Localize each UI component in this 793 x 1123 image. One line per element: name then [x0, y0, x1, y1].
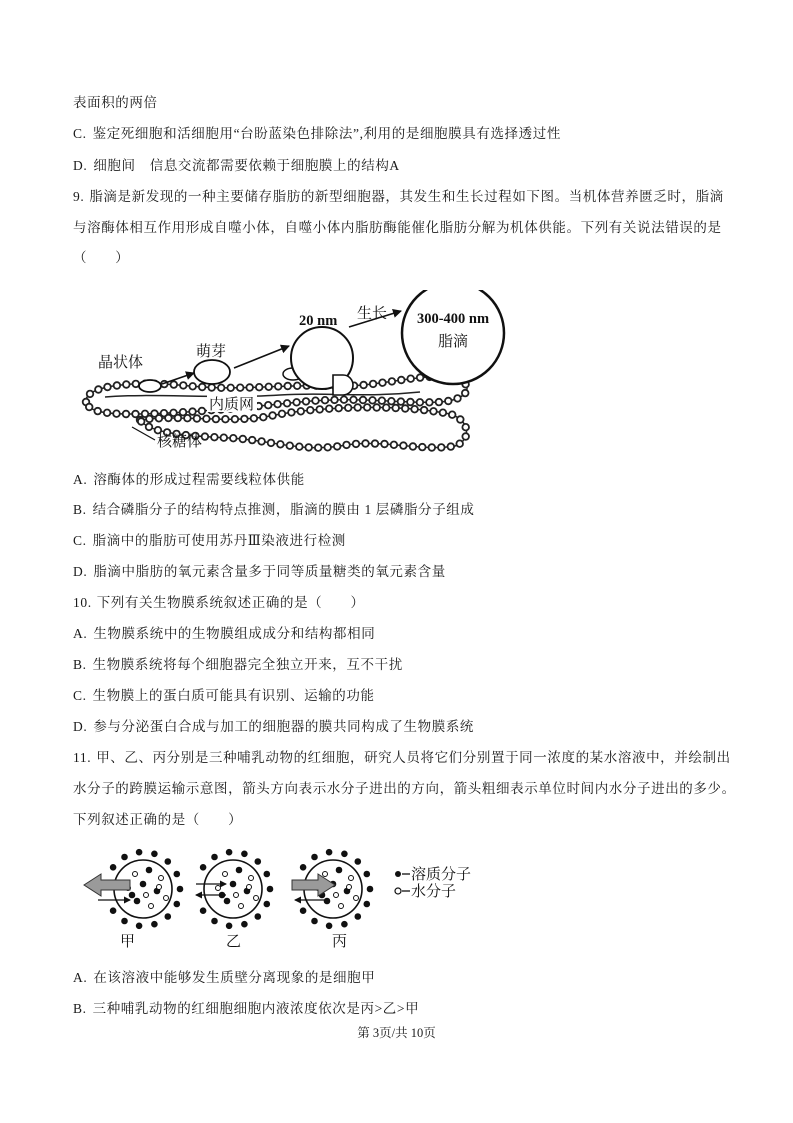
ribosome-bead [445, 398, 452, 405]
label-crystal: 晶状体 [98, 355, 144, 371]
label-bud: 萌芽 [196, 344, 227, 360]
ribosome-bead [360, 382, 367, 389]
ribosome-bead [265, 402, 272, 409]
q8-option-d [73, 157, 400, 175]
option-text: 脂滴中脂肪的氧元素含量多于同等质量糖类的氧元素含量 [93, 564, 446, 579]
water-molecule-dot [149, 904, 154, 909]
water-molecule-dot [354, 896, 359, 901]
option-text: 在该溶液中能够发生质壁分离现象的是细胞甲 [93, 970, 376, 985]
option-text: 生物膜系统中的生物膜组成成分和结构都相同 [93, 626, 376, 641]
water-molecule-dot [234, 893, 239, 898]
ribosome-bead [373, 404, 380, 411]
ribosome-bead [398, 398, 405, 405]
solute-molecule-dot [312, 854, 318, 860]
cell-label-yi: 乙 [226, 934, 242, 950]
ribosome-bead [312, 397, 319, 404]
ribosome-bead [456, 440, 463, 447]
water-molecule-dot [157, 885, 162, 890]
ribosome-bead [138, 418, 145, 425]
cell-bing-thick-arrow-in [292, 874, 335, 896]
ribosome-bead [345, 405, 352, 412]
ribosome-bead [218, 385, 225, 392]
ribosome-bead [237, 384, 244, 391]
solute-molecule-dot [355, 914, 361, 920]
option-label: D. [73, 564, 88, 579]
option-label: B. [73, 1001, 87, 1016]
solute-molecule-dot [226, 849, 232, 855]
ribosome-bead [232, 416, 239, 423]
ribosome-bead [175, 415, 182, 422]
question-number: 10. [73, 595, 92, 610]
q8-carryover-text: 表面积的两倍 [73, 95, 158, 110]
solute-molecule-dot [342, 921, 348, 927]
ribosome-bead [249, 437, 256, 444]
ribosome-bead [87, 391, 94, 398]
stem-text: 下列有关生物膜系统叙述正确的是（ ） [96, 595, 365, 610]
solute-molecule-dot [336, 867, 342, 873]
ribosome-bead [391, 442, 398, 449]
ribosome-bead [114, 382, 121, 389]
ribosome-bead [462, 390, 469, 397]
solute-molecule-dot [200, 865, 206, 871]
stem-text: 甲、乙、丙分别是三种哺乳动物的红细胞，研究人员将它们分别置于同一浓度的某水溶液中，并绘制出 [96, 750, 731, 765]
ribosome-bead [315, 444, 322, 451]
ribosome-bead [454, 395, 461, 402]
ribosome-bead [438, 444, 445, 451]
ribosome-bead [364, 404, 371, 411]
ribosome-bead [95, 386, 102, 393]
solute-molecule-dot [177, 886, 183, 892]
ribosome-bead [123, 411, 130, 418]
ribosome-bead [246, 384, 253, 391]
ribosome-bead [335, 405, 342, 412]
ribosome-bead [132, 411, 139, 418]
solute-molecule-dot [122, 854, 128, 860]
option-text: 结合磷脂分子的结构特点推测，脂滴的膜由 1 层磷脂分子组成 [92, 502, 475, 517]
solute-molecule-dot [324, 898, 330, 904]
ribosome-bead [165, 415, 172, 422]
ribosome-bead [331, 397, 338, 404]
solute-molecule-dot [326, 923, 332, 929]
ribosome-bead [462, 433, 469, 440]
ribosome-bead [354, 404, 361, 411]
solute-molecule-dot [312, 918, 318, 924]
solute-molecule-dot [267, 886, 273, 892]
solute-molecule-dot [165, 859, 171, 865]
option-text: 脂滴中的脂肪可使用苏丹Ⅲ染液进行检测 [92, 533, 346, 548]
ribosome-bead [426, 399, 433, 406]
ribosome-bead [269, 412, 276, 419]
ribosome-bead [305, 444, 312, 451]
ribosome-bead [398, 377, 405, 384]
ribosome-bead [407, 375, 414, 382]
ribosome-bead [194, 415, 201, 422]
water-molecule-dot [133, 872, 138, 877]
solute-molecule-dot [236, 867, 242, 873]
ribosome-bead [279, 411, 286, 418]
water-molecule-dot [347, 885, 352, 890]
ribosome-bead [284, 400, 291, 407]
ribosome-bead [303, 398, 310, 405]
q9-option-a [73, 471, 305, 489]
cell-yi-membrane [204, 860, 262, 918]
water-molecule-dot [216, 886, 221, 891]
legend-solute-dot [395, 871, 401, 877]
solute-molecule-dot [174, 871, 180, 877]
option-text: 生物膜上的蛋白质可能具有识别、运输的功能 [92, 688, 375, 703]
ribosome-bead [449, 411, 456, 418]
label-size-small: 20 nm [299, 313, 338, 329]
legend-solute-label: 溶质分子 [411, 867, 472, 883]
option-label: C. [73, 126, 87, 141]
option-label: B. [73, 502, 87, 517]
q9-option-b [73, 501, 475, 519]
option-label: A. [73, 472, 88, 487]
label-size-large: 300-400 nm [416, 311, 490, 327]
ribosome-bead [322, 397, 329, 404]
ribosome-bead [189, 383, 196, 390]
water-molecule-dot [247, 885, 252, 890]
option-text: 溶酶体的形成过程需要线粒体供能 [93, 472, 305, 487]
legend-water-label: 水分子 [411, 884, 457, 900]
solute-molecule-dot [152, 851, 158, 857]
ribosome-bead [362, 440, 369, 447]
ribosome-bead [123, 381, 130, 388]
solute-molecule-dot [226, 923, 232, 929]
solute-molecule-dot [224, 898, 230, 904]
solute-molecule-dot [300, 865, 306, 871]
q11-stem-line-2: 水分子的跨膜运输示意图，箭头方向表示水分子进出的方向，箭头粗细表示单位时间内水分子进出的多少。 [73, 781, 736, 796]
ribosome-bead [400, 442, 407, 449]
ribosome-bead [199, 384, 206, 391]
ribosome-bead [407, 399, 414, 406]
ribosome-bead [462, 424, 469, 431]
water-molecule-dot [334, 893, 339, 898]
ribosome-bead [189, 408, 196, 415]
ribosome-bead [293, 399, 300, 406]
water-molecule-dot [254, 896, 259, 901]
solute-molecule-dot [136, 923, 142, 929]
ribosome-bead [180, 409, 187, 416]
ribosome-bead [448, 443, 455, 450]
ribosome-bead [421, 407, 428, 414]
page-footer: 第 3页/共 10页 [357, 1026, 436, 1040]
d-shaped-structure [333, 375, 353, 395]
ribosome-bead [429, 444, 436, 451]
solute-molecule-dot [364, 871, 370, 877]
arrow-bud-to-droplet [234, 346, 289, 368]
q8-option-c [73, 125, 561, 143]
solute-molecule-dot [140, 881, 146, 887]
ribosome-bead [221, 434, 228, 441]
solute-molecule-dot [146, 867, 152, 873]
water-molecule-dot [223, 872, 228, 877]
question-number: 11. [73, 750, 92, 765]
solute-molecule-dot [152, 921, 158, 927]
stem-text: 脂滴是新发现的一种主要储存脂肪的新型细胞器，其发生和生长过程如下图。当机体营养匮乏时，脂滴 [89, 189, 724, 204]
ribosome-bead [379, 379, 386, 386]
ribosome-bead [287, 442, 294, 449]
q10-option-d [73, 718, 474, 736]
ribosome-bead [86, 404, 93, 411]
solute-molecule-dot [122, 918, 128, 924]
ribosome-bead [296, 443, 303, 450]
label-ribosome: 核糖体 [157, 434, 203, 450]
ribosome-bead [184, 415, 191, 422]
solute-molecule-dot [110, 908, 116, 914]
option-text: 三种哺乳动物的红细胞细胞内液浓度依次是丙>乙>甲 [92, 1001, 420, 1016]
ribosome-bead [343, 442, 350, 449]
ribosome-bead [113, 410, 120, 417]
water-molecule-dot [164, 896, 169, 901]
ribosome-bead [372, 440, 379, 447]
ribosome-bead [419, 444, 426, 451]
solute-molecule-dot [110, 865, 116, 871]
ribosome-bead [203, 416, 210, 423]
solute-molecule-dot [230, 881, 236, 887]
solute-molecule-dot [134, 898, 140, 904]
option-label: A. [73, 970, 88, 985]
option-label: A. [73, 626, 88, 641]
option-text: 鉴定死细胞和活细胞用“台盼蓝染色排除法”,利用的是细胞膜具有选择透过性 [92, 126, 561, 141]
ribosome-bead [411, 406, 418, 413]
red-cell-osmosis-diagram [0, 845, 793, 953]
cell-jia-thick-arrow-out [84, 874, 130, 896]
q9-option-c [73, 532, 346, 550]
cell-label-jia: 甲 [120, 934, 136, 950]
ribosome-bead [171, 381, 178, 388]
ribosome-bead [251, 415, 258, 422]
cell-label-bing: 丙 [332, 934, 348, 950]
ribosome-bead [430, 408, 437, 415]
q10-stem [73, 594, 365, 612]
solute-molecule-dot [136, 849, 142, 855]
label-er: 内质网 [209, 397, 255, 413]
ribosome-bead [260, 414, 267, 421]
question-number: 9. [73, 189, 85, 204]
ribosome-bead [324, 444, 331, 451]
water-molecule-dot [249, 876, 254, 881]
ribosome-bead [208, 384, 215, 391]
ribosome-bead [227, 385, 234, 392]
solute-molecule-dot [342, 851, 348, 857]
ribosome-bead [240, 436, 247, 443]
option-label: D. [73, 719, 88, 734]
q9-stem-line-2: 与溶酶体相互作用形成自噬小体，自噬小体内脂肪酶能催化脂肪分解为机体供能。下列有关说法错误的是 [73, 220, 722, 235]
solute-molecule-dot [255, 914, 261, 920]
ribosome-bead [146, 416, 153, 423]
solute-molecule-dot [326, 849, 332, 855]
ribosome-bead [294, 383, 301, 390]
option-text: 细胞间 信息交流都需要依赖于细胞膜上的结构A [93, 158, 400, 173]
ribosome-bead [381, 441, 388, 448]
ribosome-bead [389, 378, 396, 385]
q9-option-d [73, 563, 446, 581]
lipid-droplet-diagram [0, 290, 793, 460]
q10-option-b [73, 656, 403, 674]
solute-molecule-dot [242, 921, 248, 927]
ribosome-bead [383, 404, 390, 411]
ribosome-bead [241, 416, 248, 423]
ribosome-bead [104, 384, 111, 391]
q11-stem-line-3: 下列叙述正确的是（ ） [73, 812, 243, 827]
solute-molecule-dot [212, 854, 218, 860]
ribosome-bead [341, 396, 348, 403]
lens-body-shape [139, 380, 161, 392]
ribosome-bead [230, 435, 237, 442]
ribosome-bead [199, 408, 206, 415]
solute-molecule-dot [200, 908, 206, 914]
ribosome-bead [360, 397, 367, 404]
ribosome-bead [410, 443, 417, 450]
q11-stem-line-1 [73, 749, 731, 767]
ribosome-bead [284, 383, 291, 390]
ribosome-bead [334, 443, 341, 450]
water-molecule-dot [239, 904, 244, 909]
q9-answer-blank: （ ） [73, 250, 130, 265]
option-text: 生物膜系统将每个细胞器完全独立开来，互不干扰 [92, 657, 403, 672]
label-grow: 生长 [357, 306, 388, 322]
ribosome-bead [156, 415, 163, 422]
ribosome-bead [94, 408, 101, 415]
solute-molecule-dot [165, 914, 171, 920]
option-label: C. [73, 533, 87, 548]
solute-molecule-dot [264, 901, 270, 907]
ribosome-bead [440, 409, 447, 416]
ribosome-bead [180, 382, 187, 389]
solute-molecule-dot [300, 908, 306, 914]
q11-option-b [73, 1000, 419, 1018]
water-molecule-dot [349, 876, 354, 881]
ribosome-bead [256, 384, 263, 391]
solute-molecule-dot [129, 892, 135, 898]
ribosome-bead [155, 427, 162, 434]
solute-molecule-dot [255, 859, 261, 865]
ribosome-bead [288, 409, 295, 416]
water-molecule-dot [323, 872, 328, 877]
option-label: C. [73, 688, 87, 703]
label-droplet: 脂滴 [437, 334, 469, 350]
ribosome-bead [222, 416, 229, 423]
ribosome-bead [274, 401, 281, 408]
water-molecule-dot [339, 904, 344, 909]
ribosome-bead [436, 399, 443, 406]
solute-molecule-dot [242, 851, 248, 857]
ribosome-bead [379, 397, 386, 404]
water-molecule-dot [159, 876, 164, 881]
option-label: D. [73, 158, 88, 173]
solute-molecule-dot [367, 886, 373, 892]
ribosome-bead [298, 408, 305, 415]
solute-molecule-dot [264, 871, 270, 877]
ribosome-bead [265, 384, 272, 391]
budding-droplet-shape [194, 360, 230, 384]
ribosome-bead [258, 438, 265, 445]
ribosome-bead [275, 383, 282, 390]
solute-molecule-dot [355, 859, 361, 865]
solute-molecule-dot [174, 901, 180, 907]
ribosome-bead [350, 397, 357, 404]
ribosome-bead [353, 441, 360, 448]
option-label: B. [73, 657, 87, 672]
ribosome-bead [392, 405, 399, 412]
ribosome-bead [326, 405, 333, 412]
ribosome-bead [104, 410, 111, 417]
ribosome-bead [213, 416, 220, 423]
arrow-lens-to-bud [162, 373, 194, 384]
legend-water-dot [395, 888, 401, 894]
option-text: 参与分泌蛋白合成与加工的细胞器的膜共同构成了生物膜系统 [93, 719, 475, 734]
ribosome-bead [277, 441, 284, 448]
ribosome-bead [307, 407, 314, 414]
ribosome-bead [388, 398, 395, 405]
ribosome-bead [316, 406, 323, 413]
ribosome-bead [457, 416, 464, 423]
solute-molecule-dot [212, 918, 218, 924]
water-molecule-dot [144, 893, 149, 898]
ribosome-bead [417, 399, 424, 406]
ribosome-bead [268, 440, 275, 447]
ribosome-bead [370, 381, 377, 388]
q10-option-a [73, 625, 375, 643]
q11-option-a [73, 969, 375, 987]
q9-stem-line-1 [73, 188, 724, 206]
q10-option-c [73, 687, 375, 705]
ribosome-bead [146, 424, 153, 431]
solute-molecule-dot [364, 901, 370, 907]
ribosome-bead [402, 405, 409, 412]
ribosome-bead [211, 434, 218, 441]
ribosome-bead [202, 433, 209, 440]
ribosome-bead [369, 397, 376, 404]
